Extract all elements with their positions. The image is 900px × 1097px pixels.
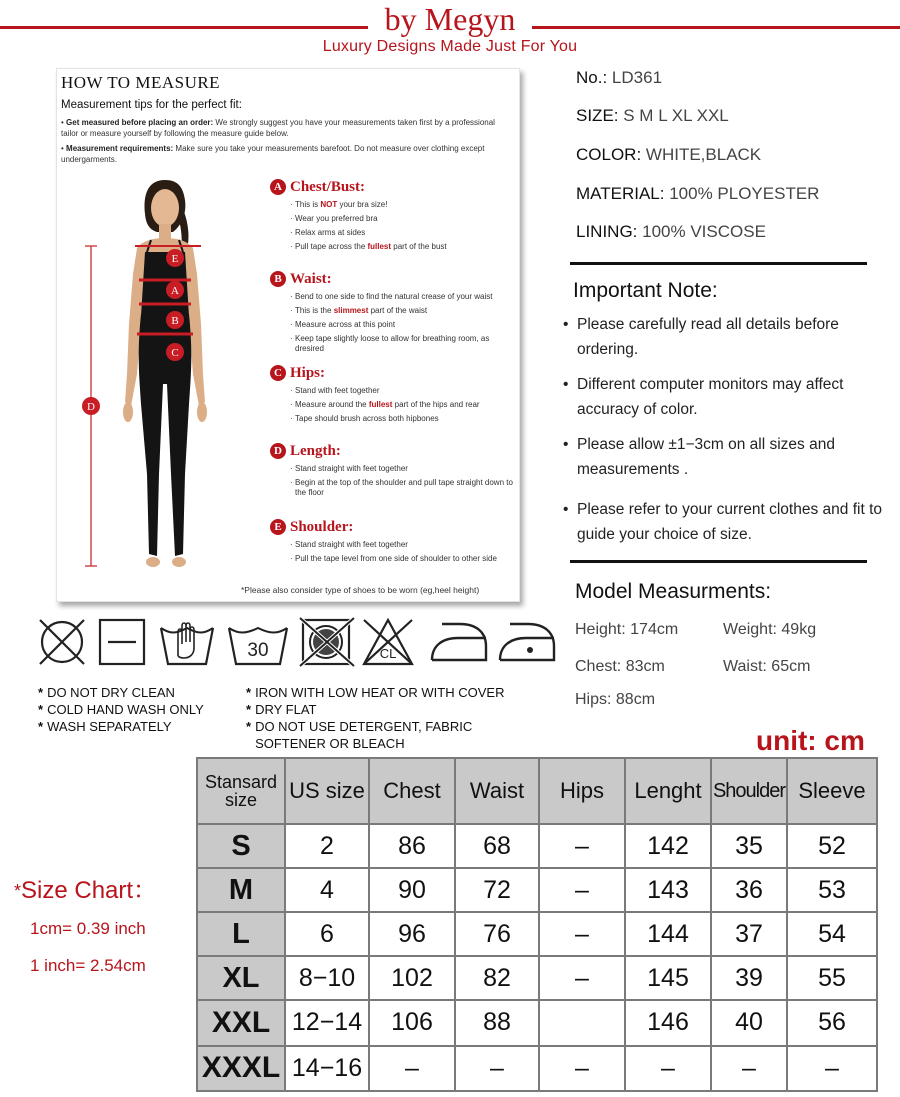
care-notes-right	[246, 684, 546, 752]
product-lining: LINING: 100% VISCOSE	[576, 222, 766, 241]
table-cell	[539, 1000, 625, 1045]
table-cell: 76	[455, 912, 539, 956]
size-chart-table	[196, 757, 878, 1092]
unit-label: unit: cm	[756, 725, 865, 756]
model-measurements-title: Model Measurments:	[575, 580, 772, 603]
model-figure-illustration	[77, 174, 267, 604]
wash-30-icon	[226, 616, 290, 668]
no-dry-clean-icon	[36, 616, 88, 668]
table-cell: 96	[369, 912, 455, 956]
table-row	[197, 1000, 877, 1045]
care-icons	[36, 616, 546, 670]
care-note: * DO NOT USE DETERGENT, FABRIC SOFTENER OR BLEACH	[246, 719, 473, 751]
table-cell: –	[787, 1046, 877, 1091]
tip-get-measured: • Get measured before placing an order: We strongly suggest you have your measurements taken first by a professional tailor or measure yourself by following the measure guide below.	[61, 118, 495, 138]
section-bullet: · Keep tape slightly loose to allow for breathing room, as dresired	[290, 332, 516, 356]
dry-flat-icon	[96, 616, 148, 668]
section-title: Chest/Bust:	[290, 178, 366, 195]
size-label-cell: XXL	[197, 1000, 285, 1045]
svg-text:CL: CL	[379, 646, 397, 661]
tip-text: Make sure you take your measurements barefoot. Do not measure over clothing except undergarments.	[61, 144, 485, 164]
section-bullet: · Stand straight with feet together	[290, 538, 516, 552]
divider	[570, 560, 867, 563]
iron-icon	[428, 616, 490, 668]
svg-text:B: B	[171, 315, 179, 327]
section-bullet: · Stand straight with feet together	[290, 462, 516, 476]
table-cell: 4	[285, 868, 369, 912]
table-cell: 82	[455, 956, 539, 1000]
figure-badge-d	[82, 397, 100, 415]
table-cell: 56	[787, 1000, 877, 1045]
tip-bold: Get measured before placing an order:	[66, 118, 214, 127]
size-label-cell: XXXL	[197, 1046, 285, 1091]
table-cell: 90	[369, 868, 455, 912]
table-cell: 35	[711, 824, 787, 868]
header-cell: Sleeve	[787, 758, 877, 824]
svg-text:A: A	[171, 285, 179, 297]
table-cell: 12−14	[285, 1000, 369, 1045]
table-cell: –	[539, 1046, 625, 1091]
table-header-row	[197, 758, 877, 824]
svg-text:C: C	[171, 347, 179, 359]
header-cell: Shoulder	[711, 758, 787, 824]
section-bullet: · Wear you preferred bra	[290, 212, 516, 226]
table-cell: 40	[711, 1000, 787, 1045]
table-cell: 2	[285, 824, 369, 868]
care-note: * IRON WITH LOW HEAT OR WITH COVER	[246, 685, 505, 700]
note-item: • Please carefully read all details before ordering.	[563, 316, 839, 358]
care-note: * COLD HAND WASH ONLY	[38, 702, 204, 717]
section-shoulder	[270, 517, 516, 566]
badge-b: B	[270, 271, 286, 287]
no-tumble-dry-icon	[298, 616, 356, 668]
figure-badge-b	[166, 311, 184, 329]
cm-to-inch: 1cm= 0.39 inch	[30, 919, 146, 938]
table-cell: –	[711, 1046, 787, 1091]
table-cell: –	[539, 824, 625, 868]
section-bullet: · Bend to one side to find the natural crease of your waist	[290, 290, 516, 304]
table-cell: 55	[787, 956, 877, 1000]
section-bullet: · Measure around the fullest part of the hips and rear	[290, 398, 516, 412]
section-bullet: · Measure across at this point	[290, 318, 516, 332]
table-cell: 106	[369, 1000, 455, 1045]
table-row	[197, 824, 877, 868]
section-title: Shoulder:	[290, 518, 354, 535]
section-hips	[270, 363, 516, 426]
hand-wash-icon	[158, 616, 216, 668]
section-bullet: · Tape should brush across both hipbones	[290, 412, 516, 426]
section-bullet: · Pull tape across the fullest part of the bust	[290, 240, 516, 254]
iron-low-icon	[496, 616, 558, 668]
card-title: HOW TO MEASURE	[61, 73, 221, 92]
table-cell: 144	[625, 912, 711, 956]
table-cell: –	[539, 956, 625, 1000]
svg-text:30: 30	[247, 640, 269, 661]
badge-a: A	[270, 179, 286, 195]
section-bullet: · Begin at the top of the shoulder and pull tape straight down to the floor	[290, 476, 516, 500]
header-cell: Waist	[455, 758, 539, 824]
tip-bold: Measurement requirements:	[66, 144, 174, 153]
figure-badge-a	[166, 281, 184, 299]
table-row	[197, 956, 877, 1000]
section-bullet: · Relax arms at sides	[290, 226, 516, 240]
size-label-cell: M	[197, 868, 285, 912]
product-size: SIZE: S M L XL XXL	[576, 106, 729, 125]
table-cell: 72	[455, 868, 539, 912]
section-title: Waist:	[290, 270, 332, 287]
section-bullet: · Stand with feet together	[290, 384, 516, 398]
header-cell: Lenght	[625, 758, 711, 824]
table-cell: 14−16	[285, 1046, 369, 1091]
inch-to-cm: 1 inch= 2.54cm	[30, 956, 146, 975]
care-note: * DRY FLAT	[246, 702, 317, 717]
table-cell: 8−10	[285, 956, 369, 1000]
model-waist: Waist: 65cm	[723, 658, 811, 675]
table-cell: 145	[625, 956, 711, 1000]
table-cell: 86	[369, 824, 455, 868]
svg-text:E: E	[171, 253, 179, 265]
care-notes-left	[38, 684, 204, 735]
note-item: • Different computer monitors may affect accuracy of color.	[563, 376, 844, 418]
shoe-note: *Please also consider type of shoes to be worn (eg,heel height)	[241, 585, 480, 595]
table-cell: 142	[625, 824, 711, 868]
model-chest: Chest: 83cm	[575, 658, 665, 675]
header-cell: Hips	[539, 758, 625, 824]
model-weight: Weight: 49kg	[723, 621, 817, 638]
table-cell: –	[455, 1046, 539, 1091]
table-cell: 54	[787, 912, 877, 956]
badge-e: E	[270, 519, 286, 535]
size-chart-title: *Size Chart：	[14, 877, 158, 904]
badge-c: C	[270, 365, 286, 381]
table-cell: 36	[711, 868, 787, 912]
note-item: • Please refer to your current clothes and fit to guide your choice of size.	[563, 501, 882, 543]
header-cell: Stansard size	[197, 758, 285, 824]
header-rule-right	[532, 26, 900, 29]
tip-requirements: • Measurement requirements: Make sure you take your measurements barefoot. Do not measure over clothing except undergarments.	[61, 144, 485, 164]
badge-d: D	[270, 443, 286, 459]
important-note-title: Important Note:	[573, 279, 718, 302]
care-note: * WASH SEPARATELY	[38, 719, 172, 734]
figure-badge-e	[166, 249, 184, 267]
product-number: No.: LD361	[576, 68, 663, 87]
svg-text:D: D	[87, 401, 95, 413]
table-cell: –	[369, 1046, 455, 1091]
table-cell: 88	[455, 1000, 539, 1045]
section-bullet: · Pull the tape level from one side of shoulder to other side	[290, 552, 516, 566]
table-cell: –	[625, 1046, 711, 1091]
care-note: * DO NOT DRY CLEAN	[38, 685, 175, 700]
size-label-cell: XL	[197, 956, 285, 1000]
table-cell: 146	[625, 1000, 711, 1045]
size-label-cell: L	[197, 912, 285, 956]
table-cell: 52	[787, 824, 877, 868]
section-title: Length:	[290, 442, 341, 459]
section-length	[270, 441, 516, 500]
model-height: Height: 174cm	[575, 621, 679, 638]
divider	[570, 262, 867, 265]
table-row	[197, 1046, 877, 1091]
tips-title: Measurement tips for the perfect fit:	[61, 99, 242, 111]
section-bullet: · This is NOT your bra size!	[290, 198, 516, 212]
product-material: MATERIAL: 100% PLOYESTER	[576, 184, 820, 203]
table-cell: 6	[285, 912, 369, 956]
figure-badge-c	[166, 343, 184, 361]
table-cell: 102	[369, 956, 455, 1000]
tip-text: We strongly suggest you have your measurements taken first by a professional tailor or measure yourself by following the measure guide below.	[61, 118, 495, 138]
how-to-measure-card	[56, 68, 520, 602]
section-chest	[270, 177, 516, 254]
header-rule-left	[0, 26, 368, 29]
note-item: • Please allow ±1−3cm on all sizes and measurements .	[563, 436, 835, 478]
table-cell: 53	[787, 868, 877, 912]
table-cell: –	[539, 868, 625, 912]
table-cell: 39	[711, 956, 787, 1000]
brand-logo: by Megyn	[384, 1, 516, 37]
table-cell: 37	[711, 912, 787, 956]
table-cell: –	[539, 912, 625, 956]
table-cell: 143	[625, 868, 711, 912]
section-bullet: · This is the slimmest part of the waist	[290, 304, 516, 318]
size-label-cell: S	[197, 824, 285, 868]
product-color: COLOR: WHITE,BLACK	[576, 145, 762, 164]
table-row	[197, 868, 877, 912]
brand-tagline: Luxury Designs Made Just For You	[322, 38, 578, 55]
header-cell: US size	[285, 758, 369, 824]
header-cell: Chest	[369, 758, 455, 824]
section-waist	[270, 269, 516, 356]
model-hips: Hips: 88cm	[575, 691, 656, 708]
no-bleach-icon	[360, 616, 416, 668]
table-row	[197, 912, 877, 956]
table-cell: 68	[455, 824, 539, 868]
section-title: Hips:	[290, 364, 326, 381]
